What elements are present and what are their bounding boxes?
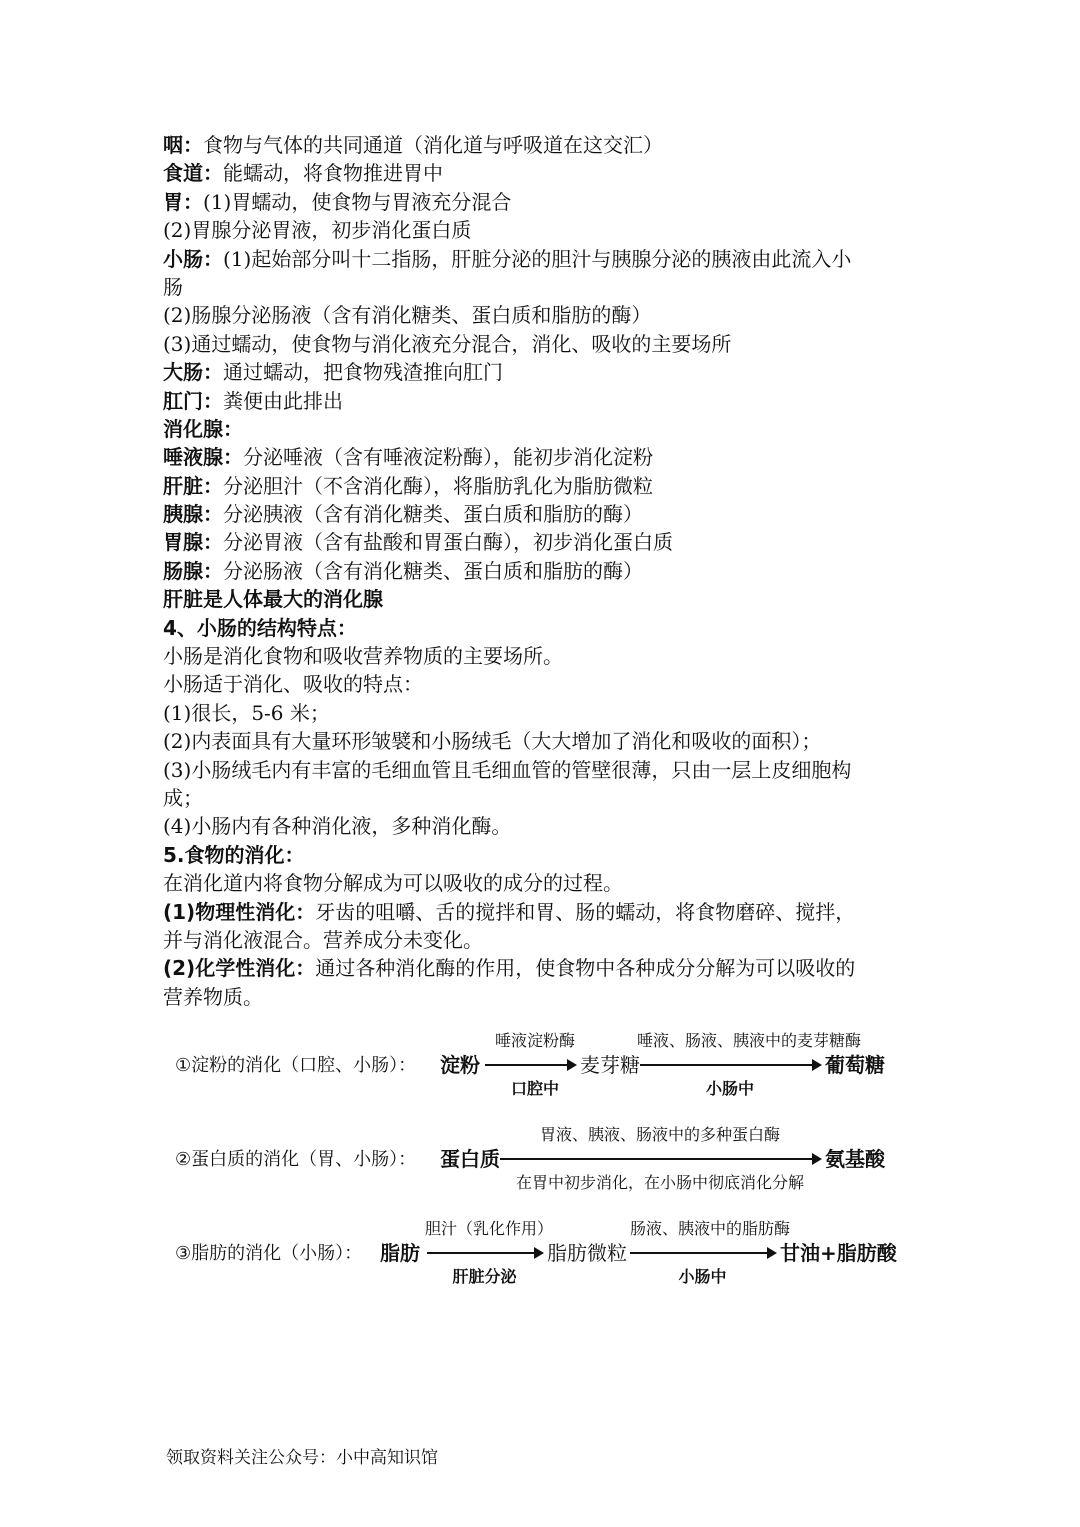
flow-arrow xyxy=(427,1252,542,1254)
line-text: 成； xyxy=(163,785,203,810)
line-label: 肠腺： xyxy=(163,558,223,583)
line-text: 能蠕动，将食物推进胃中 xyxy=(223,161,443,186)
line-label: 大肠： xyxy=(163,360,223,385)
line-text: 粪便由此排出 xyxy=(223,388,343,413)
line-text: 分泌唾液（含有唾液淀粉酶），能初步消化淀粉 xyxy=(243,445,653,470)
flow-mid-node: 脂肪微粒 xyxy=(547,1241,627,1265)
line-text: 分泌肠液（含有消化糖类、蛋白质和脂肪的酶） xyxy=(223,558,643,583)
line-label: 消化腺： xyxy=(163,416,243,441)
text-line xyxy=(163,415,923,443)
text-line xyxy=(163,756,923,784)
flow-arrow xyxy=(640,1064,820,1066)
text-line xyxy=(163,131,923,159)
line-text: 营养物质。 xyxy=(163,984,263,1009)
flow-arrow xyxy=(500,1158,820,1160)
line-text: 分泌胰液（含有消化糖类、蛋白质和脂肪的酶） xyxy=(223,502,643,527)
text-line xyxy=(163,301,923,329)
text-line xyxy=(163,642,923,670)
flow-enzyme-label: 胆汁（乳化作用） xyxy=(425,1219,554,1238)
flow-place-label: 小肠中 xyxy=(705,1079,754,1098)
footer-note: 领取资料关注公众号：小中高知识馆 xyxy=(166,1448,438,1468)
line-text: 小肠是消化食物和吸收营养物质的主要场所。 xyxy=(163,644,563,669)
text-line xyxy=(163,245,923,273)
line-text: 通过蠕动，把食物残渣推向肛门 xyxy=(223,360,503,385)
line-label: 小肠： xyxy=(163,246,223,271)
text-line xyxy=(163,330,923,358)
line-text: 肠 xyxy=(163,274,183,299)
line-label: (2)化学性消化： xyxy=(163,956,316,981)
line-label: 胃腺： xyxy=(163,530,223,555)
line-text: (2)肠腺分泌肠液（含有消化糖类、蛋白质和脂肪的酶） xyxy=(163,303,652,328)
flow-enzyme-label: 唾液淀粉酶 xyxy=(494,1031,575,1050)
text-line xyxy=(163,159,923,187)
text-line xyxy=(163,954,923,982)
line-label: 咽： xyxy=(163,133,203,157)
notes-text xyxy=(163,131,923,1011)
flow-mid-node: 麦芽糖 xyxy=(580,1053,640,1077)
line-text: 在消化道内将食物分解成为可以吸收的成分的过程。 xyxy=(163,871,623,896)
line-text: (2)内表面具有大量环形皱襞和小肠绒毛（大大增加了消化和吸收的面积）； xyxy=(163,729,822,754)
flow-start-node: 淀粉 xyxy=(440,1053,480,1077)
line-text: (4)小肠内有各种消化液，多种消化酶。 xyxy=(163,814,512,839)
section-heading xyxy=(163,841,923,869)
flow-place-label: 小肠中 xyxy=(678,1267,727,1286)
text-line xyxy=(163,188,923,216)
text-line xyxy=(163,812,923,840)
flow-start-node: 蛋白质 xyxy=(440,1147,500,1171)
flow-title: ②蛋白质的消化（胃、小肠）： xyxy=(175,1149,417,1170)
line-label: 肝脏是人体最大的消化腺 xyxy=(163,587,383,612)
line-label: (1)物理性消化： xyxy=(163,899,316,924)
text-line xyxy=(163,983,923,1011)
line-text: 小肠适于消化、吸收的特点： xyxy=(163,672,423,697)
line-text: 分泌胆汁（不含消化酶），将脂肪乳化为脂肪微粒 xyxy=(223,473,653,498)
line-label: 肝脏： xyxy=(163,473,223,498)
starch-digestion-flow xyxy=(175,1026,925,1120)
line-text: (1)起始部分叫十二指肠，肝脏分泌的胆汁与胰腺分泌的胰液由此流入小 xyxy=(223,246,852,271)
text-line xyxy=(163,784,923,812)
line-label: 肛门： xyxy=(163,388,223,413)
line-label: 胰腺： xyxy=(163,502,223,527)
line-text: (1)很长，5-6 米； xyxy=(163,700,330,725)
flow-place-label: 口腔中 xyxy=(510,1079,559,1098)
text-line xyxy=(163,358,923,386)
text-line xyxy=(163,926,923,954)
text-line xyxy=(163,699,923,727)
flow-title: ③脂肪的消化（小肠）： xyxy=(175,1243,363,1264)
text-line xyxy=(163,500,923,528)
flow-enzyme-label: 胃液、胰液、肠液中的多种蛋白酶 xyxy=(539,1125,780,1144)
line-label: 胃： xyxy=(163,189,203,214)
text-line xyxy=(163,472,923,500)
text-line xyxy=(163,387,923,415)
line-text: 牙齿的咀嚼、舌的搅拌和胃、肠的蠕动，将食物磨碎、搅拌， xyxy=(315,899,856,924)
flow-title: ①淀粉的消化（口腔、小肠）： xyxy=(175,1055,417,1076)
fat-digestion-flow xyxy=(175,1214,925,1308)
line-text: (1)胃蠕动，使食物与胃液充分混合 xyxy=(203,189,512,214)
protein-digestion-flow xyxy=(175,1120,925,1214)
line-label: 食道： xyxy=(163,161,223,186)
text-line xyxy=(163,898,923,926)
line-text: 通过各种消化酶的作用，使食物中各种成分分解为可以吸收的 xyxy=(315,956,856,981)
text-line xyxy=(163,557,923,585)
line-text: 并与消化液混合。营养成分未变化。 xyxy=(163,927,483,952)
line-label: 4、小肠的结构特点： xyxy=(163,615,357,640)
text-line xyxy=(163,727,923,755)
line-text: (3)通过蠕动，使食物与消化液充分混合，消化、吸收的主要场所 xyxy=(163,331,732,356)
text-line xyxy=(163,670,923,698)
text-line xyxy=(163,869,923,897)
line-text: (3)小肠绒毛内有丰富的毛细血管且毛细血管的管壁很薄，只由一层上皮细胞构 xyxy=(163,757,852,782)
line-text: 分泌胃液（含有盐酸和胃蛋白酶），初步消化蛋白质 xyxy=(223,530,673,555)
flow-arrow xyxy=(485,1064,575,1066)
flow-end-node: 氨基酸 xyxy=(825,1147,885,1171)
text-line xyxy=(163,585,923,613)
text-line xyxy=(163,443,923,471)
flow-end-node: 甘油+脂肪酸 xyxy=(780,1241,897,1265)
flow-place-label: 肝脏分泌 xyxy=(452,1267,517,1286)
flow-end-node: 葡萄糖 xyxy=(825,1053,885,1077)
line-label: 唾液腺： xyxy=(163,445,243,470)
section-heading xyxy=(163,614,923,642)
text-line xyxy=(163,216,923,244)
digestion-flow-diagrams xyxy=(175,1026,925,1308)
flow-arrow xyxy=(630,1252,775,1254)
line-text: (2)胃腺分泌胃液，初步消化蛋白质 xyxy=(163,218,472,243)
flow-place-label: 在胃中初步消化，在小肠中彻底消化分解 xyxy=(515,1173,804,1192)
line-label: 5.食物的消化： xyxy=(163,842,305,867)
text-line xyxy=(163,528,923,556)
flow-enzyme-label: 唾液、肠液、胰液中的麦芽糖酶 xyxy=(637,1031,862,1050)
flow-start-node: 脂肪 xyxy=(380,1241,420,1265)
text-line xyxy=(163,273,923,301)
flow-enzyme-label: 肠液、胰液中的脂肪酶 xyxy=(630,1219,791,1238)
line-text: 食物与气体的共同通道（消化道与呼吸道在这交汇） xyxy=(203,133,663,157)
